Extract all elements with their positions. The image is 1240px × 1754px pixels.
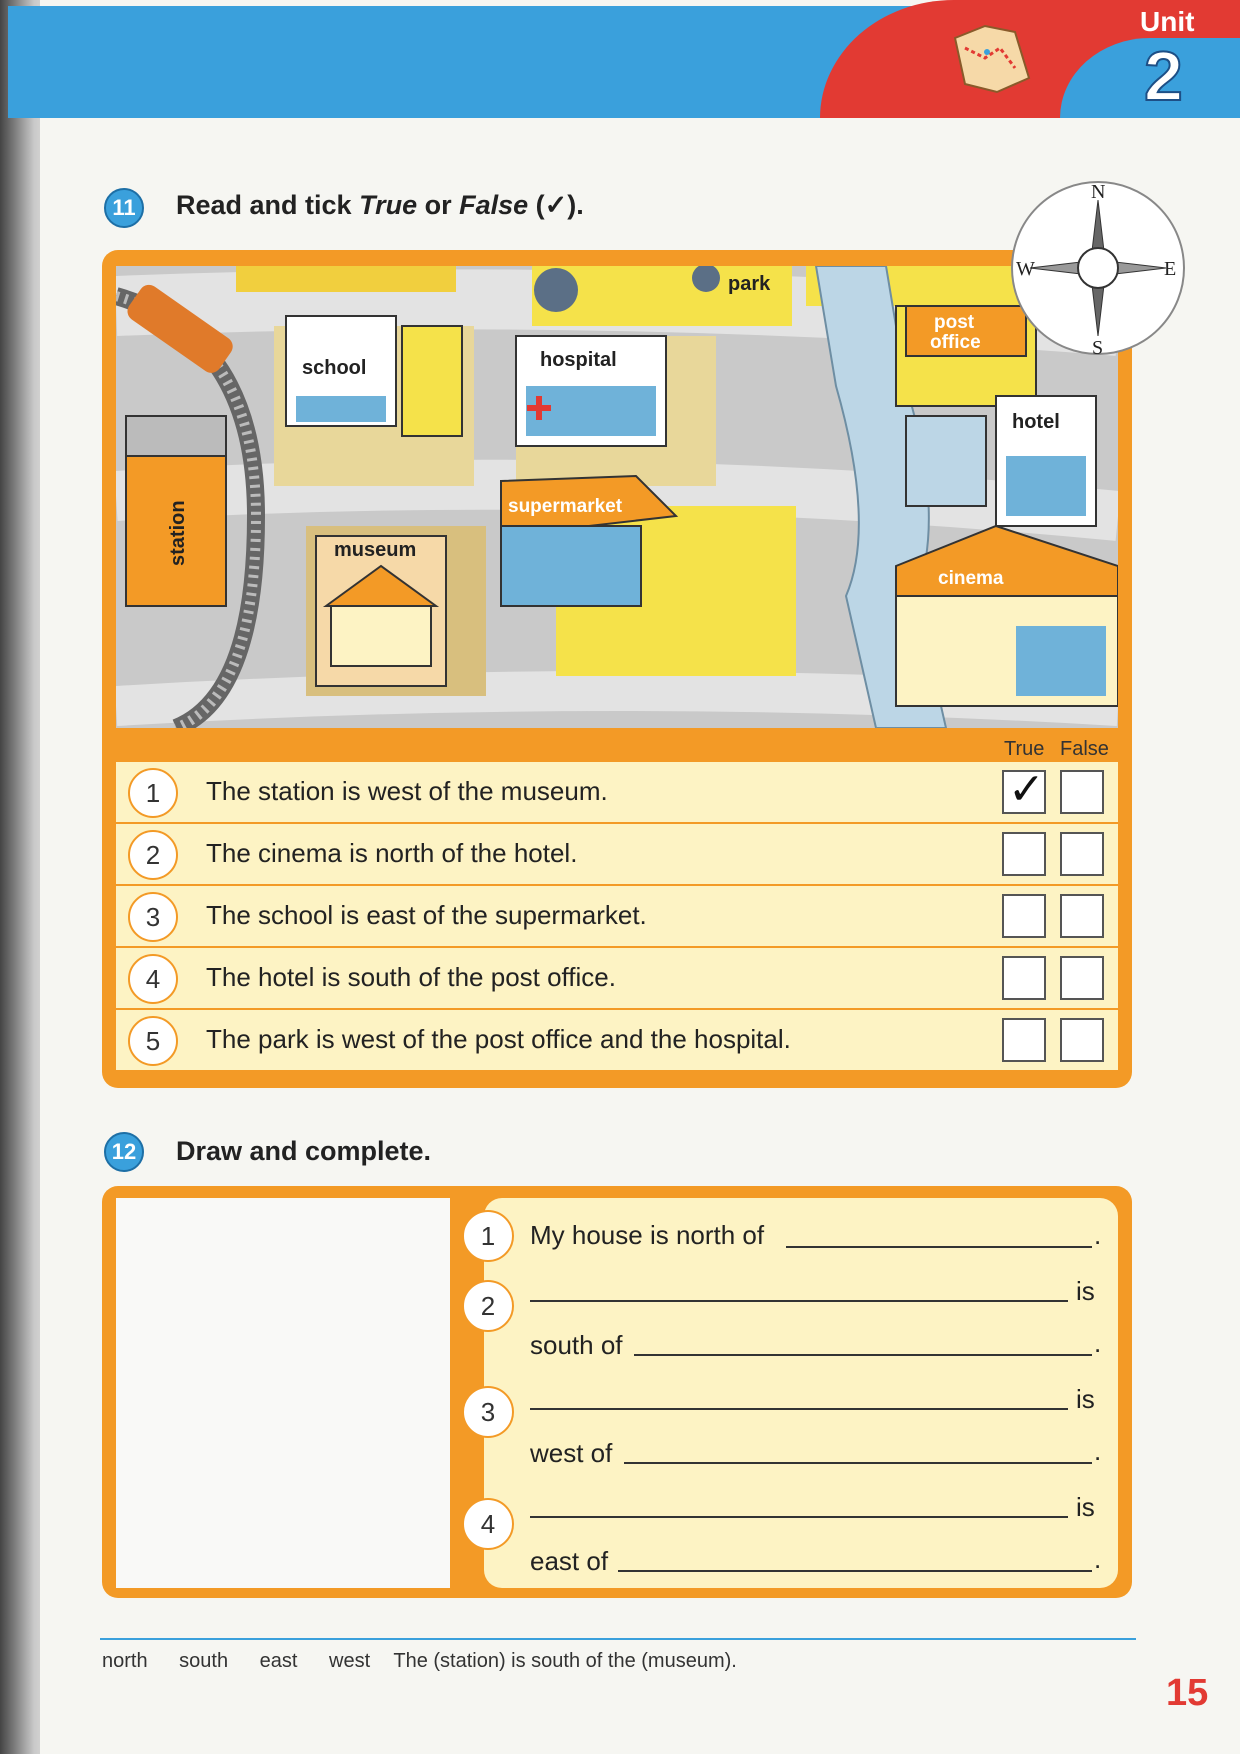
false-checkbox[interactable] <box>1060 832 1104 876</box>
compass-s: S <box>1092 337 1104 358</box>
statement-text: The park is west of the post office and the hospital. <box>206 1024 791 1054</box>
sentence-text: My house is north of <box>530 1220 765 1250</box>
answer-blank[interactable] <box>618 1570 1092 1572</box>
item-number: 1 <box>128 768 178 818</box>
footer-example: The (station) is south of the (museum). <box>393 1650 737 1672</box>
true-checkbox[interactable] <box>1002 956 1046 1000</box>
compass-e: E <box>1164 258 1177 280</box>
compass-rose <box>1008 178 1188 358</box>
map-label-school: school <box>302 357 367 379</box>
map-label-post-office-2: office <box>930 332 981 353</box>
map-label-supermarket: supermarket <box>508 496 623 517</box>
answer-blank[interactable] <box>786 1246 1092 1248</box>
item-number: 5 <box>128 1016 178 1066</box>
statement-row-1 <box>116 762 1118 822</box>
sentence-panel <box>484 1198 1118 1588</box>
map-label-hotel: hotel <box>1012 411 1060 433</box>
answer-blank[interactable] <box>624 1462 1092 1464</box>
footer-language-box <box>102 1650 763 1673</box>
false-checkbox[interactable] <box>1060 894 1104 938</box>
true-checkbox[interactable] <box>1002 894 1046 938</box>
statement-row-3 <box>116 886 1118 946</box>
title-false: False <box>459 190 529 220</box>
question-number: 2 <box>462 1280 514 1332</box>
statement-text: The station is west of the museum. <box>206 776 608 806</box>
sentence-is: is <box>1076 1492 1095 1522</box>
question-number: 4 <box>462 1498 514 1550</box>
statement-text: The school is east of the supermarket. <box>206 900 647 930</box>
item-number: 2 <box>128 830 178 880</box>
column-header-false: False <box>1060 738 1109 760</box>
sentence-end: . <box>1094 1436 1102 1466</box>
title-part: (✓). <box>528 190 584 220</box>
statement-text: The hotel is south of the post office. <box>206 962 616 992</box>
question-number: 1 <box>462 1210 514 1262</box>
town-map <box>116 266 1118 728</box>
map-icon <box>945 18 1035 98</box>
check-icon: ✓ <box>1008 765 1045 814</box>
false-checkbox[interactable] <box>1060 770 1104 814</box>
footer-rule <box>100 1638 1136 1640</box>
compass-w: W <box>1016 258 1035 280</box>
answer-blank[interactable] <box>530 1300 1068 1302</box>
sentence-end: . <box>1094 1544 1102 1574</box>
title-true: True <box>359 190 418 220</box>
compass-n: N <box>1091 181 1106 203</box>
column-header-true: True <box>1004 738 1045 760</box>
answer-blank[interactable] <box>530 1516 1068 1518</box>
title-part: or <box>417 190 460 220</box>
answer-blank[interactable] <box>634 1354 1092 1356</box>
map-label-station: station <box>167 500 189 566</box>
false-checkbox[interactable] <box>1060 1018 1104 1062</box>
map-label-park: park <box>728 273 771 295</box>
sentence-is: is <box>1076 1384 1095 1414</box>
drawing-area[interactable] <box>116 1198 450 1588</box>
exercise-11-badge: 11 <box>104 188 144 228</box>
exercise-12-title: Draw and complete. <box>176 1136 432 1166</box>
unit-label: Unit <box>1140 6 1195 37</box>
map-label-museum: museum <box>334 539 417 561</box>
title-part: Read and tick <box>176 190 360 220</box>
sentence-text: south of <box>530 1330 623 1360</box>
footer-word: east <box>259 1650 298 1672</box>
true-checkbox[interactable] <box>1002 832 1046 876</box>
true-checkbox[interactable] <box>1002 765 1046 814</box>
unit-number: 2 <box>1144 37 1183 115</box>
map-label-post-office-1: post <box>934 312 975 333</box>
footer-word: north <box>102 1650 148 1672</box>
question-number: 3 <box>462 1386 514 1438</box>
sentence-text: west of <box>530 1438 613 1468</box>
sentence-end: . <box>1094 1328 1102 1358</box>
exercise-11-title <box>176 190 584 221</box>
sentence-text: east of <box>530 1546 609 1576</box>
map-label-hospital: hospital <box>540 349 617 371</box>
answer-blank[interactable] <box>530 1408 1068 1410</box>
footer-word: south <box>179 1650 229 1672</box>
false-checkbox[interactable] <box>1060 956 1104 1000</box>
page-number: 15 <box>1166 1672 1209 1714</box>
statement-row-5 <box>116 1010 1118 1070</box>
item-number: 3 <box>128 892 178 942</box>
sentence-end: . <box>1094 1220 1102 1250</box>
map-label-cinema: cinema <box>938 568 1004 589</box>
statement-text: The cinema is north of the hotel. <box>206 838 578 868</box>
exercise-12-badge: 12 <box>104 1132 144 1172</box>
item-number: 4 <box>128 954 178 1004</box>
statement-row-4 <box>116 948 1118 1008</box>
footer-word: west <box>329 1650 371 1672</box>
sentence-is: is <box>1076 1276 1095 1306</box>
true-checkbox[interactable] <box>1002 1018 1046 1062</box>
statement-row-2 <box>116 824 1118 884</box>
